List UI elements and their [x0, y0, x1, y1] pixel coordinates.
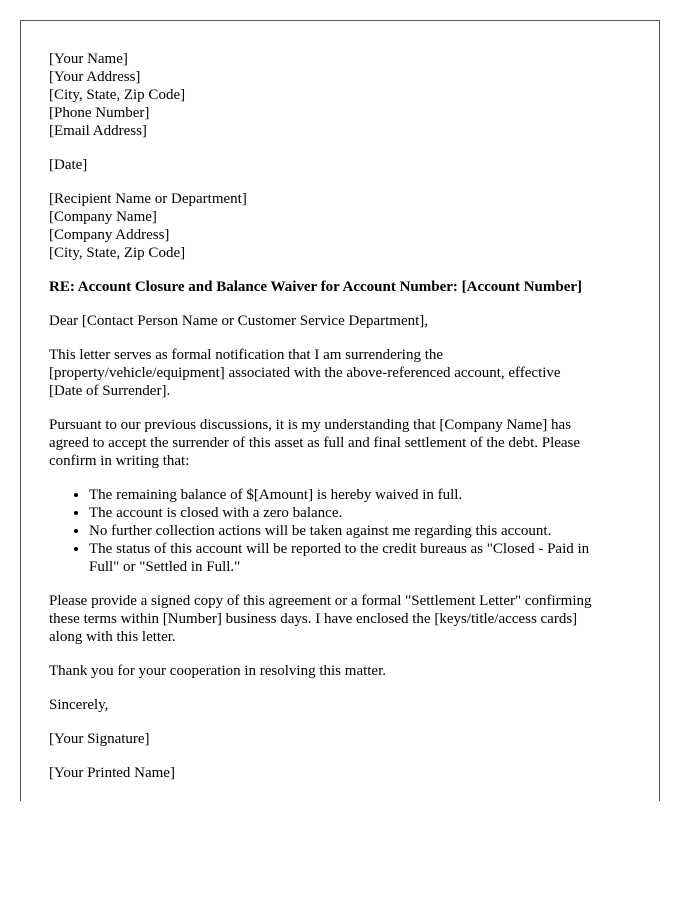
- sender-name: [Your Name]: [49, 51, 128, 67]
- paragraph-line: Please provide a signed copy of this agreement or a formal "Settlement Letter" confirming: [49, 593, 592, 609]
- list-item-line: Full" or "Settled in Full.": [89, 559, 241, 575]
- signature-placeholder: [Your Signature]: [49, 731, 150, 747]
- sender-block: [49, 50, 639, 140]
- printed-name: [Your Printed Name]: [49, 765, 175, 781]
- paragraph-line: along with this letter.: [49, 629, 176, 645]
- paragraph-line: This letter serves as formal notification that I am surrendering the: [49, 347, 444, 363]
- list-item: • The remaining balance of $[Amount] is hereby waived in full.: [89, 486, 639, 504]
- sender-phone: [Phone Number]: [49, 105, 150, 121]
- closing: Sincerely,: [49, 697, 109, 713]
- list-item: • The account is closed with a zero balance.: [89, 504, 639, 522]
- letter-date: [Date]: [49, 157, 88, 173]
- date-block: [49, 156, 639, 174]
- list-item: [89, 540, 639, 576]
- list-item-line: • The status of this account will be reported to the credit bureaus as "Closed - Paid in: [89, 541, 590, 557]
- list-item: • No further collection actions will be taken against me regarding this account.: [89, 522, 639, 540]
- recipient-company: [Company Name]: [49, 209, 157, 225]
- sender-address: [Your Address]: [49, 69, 141, 85]
- paragraph-notification: [49, 346, 639, 400]
- letter-content: [49, 50, 639, 798]
- paragraph-line: these terms within [Number] business days. I have enclosed the [keys/title/access cards]: [49, 611, 578, 627]
- letter-page: [20, 20, 660, 801]
- paragraph-line: agreed to accept the surrender of this asset as full and final settlement of the debt. Please: [49, 435, 581, 451]
- recipient-address: [Company Address]: [49, 227, 170, 243]
- paragraph-line: [property/vehicle/equipment] associated with the above-referenced account, effective: [49, 365, 561, 381]
- paragraph-thanks: Thank you for your cooperation in resolving this matter.: [49, 663, 387, 679]
- recipient-block: [49, 190, 639, 262]
- confirmation-list: [49, 486, 639, 576]
- subject-line: RE: Account Closure and Balance Waiver for Account Number: [Account Number]: [49, 279, 583, 295]
- recipient-city-state-zip: [City, State, Zip Code]: [49, 245, 186, 261]
- salutation: Dear [Contact Person Name or Customer Service Department],: [49, 313, 429, 329]
- paragraph-request: [49, 592, 639, 646]
- sender-email: [Email Address]: [49, 123, 147, 139]
- paragraph-line: confirm in writing that:: [49, 453, 190, 469]
- paragraph-line: [Date of Surrender].: [49, 383, 171, 399]
- paragraph-understanding: [49, 416, 639, 470]
- paragraph-line: Pursuant to our previous discussions, it is my understanding that [Company Name] has: [49, 417, 572, 433]
- recipient-name: [Recipient Name or Department]: [49, 191, 247, 207]
- sender-city-state-zip: [City, State, Zip Code]: [49, 87, 186, 103]
